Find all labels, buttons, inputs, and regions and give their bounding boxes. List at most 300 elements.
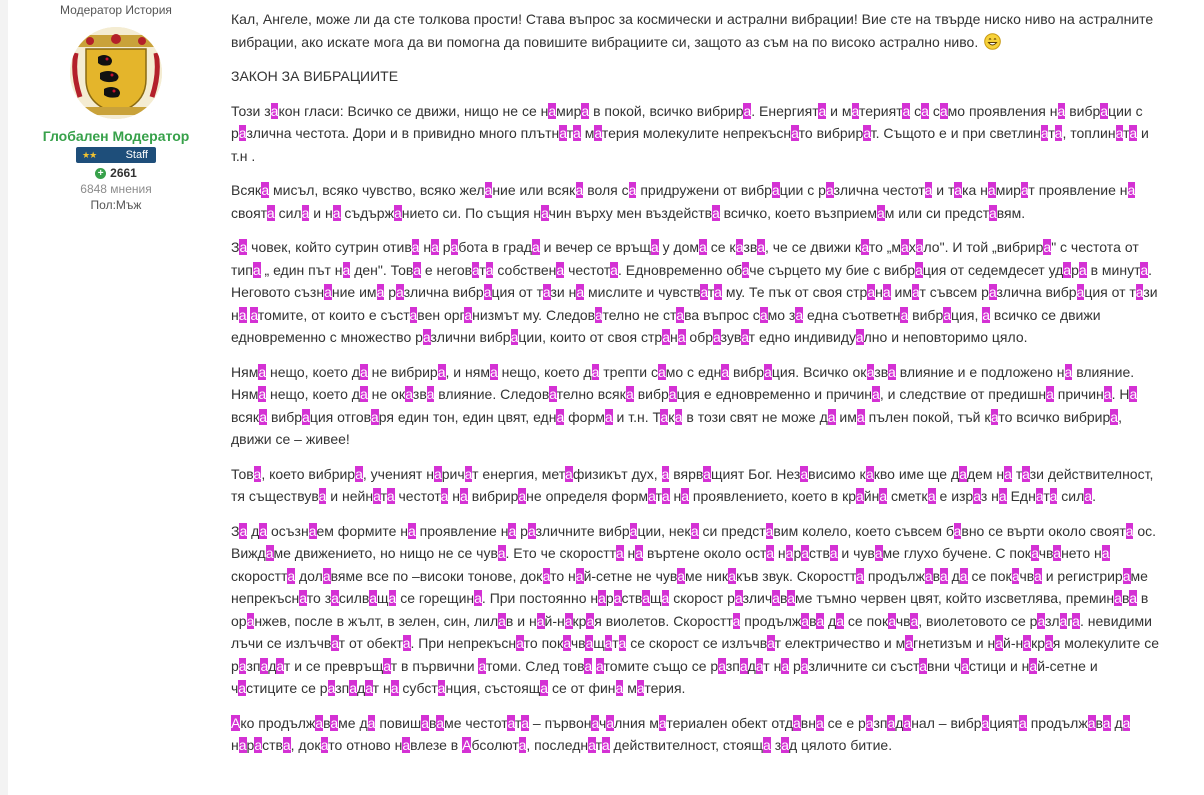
post-paragraph bbox=[231, 712, 1166, 757]
highlighted-letter: а bbox=[1064, 363, 1073, 380]
text-segment: зл bbox=[1045, 612, 1060, 629]
text-segment: своят bbox=[231, 204, 267, 221]
highlighted-letter: а bbox=[601, 737, 610, 753]
text-segment: и нейн bbox=[326, 488, 374, 504]
text-segment: съдърж bbox=[340, 204, 394, 221]
highlighted-letter: а bbox=[961, 657, 969, 674]
plus-circle-icon: + bbox=[95, 168, 106, 179]
text-segment: в bbox=[323, 714, 331, 731]
text-segment: стици и н bbox=[969, 657, 1030, 674]
highlighted-letter: а bbox=[408, 522, 416, 539]
highlighted-letter: а bbox=[988, 204, 997, 221]
text-segment: м или си предст bbox=[884, 204, 989, 221]
text-segment: то н bbox=[550, 567, 576, 584]
highlighted-letter: а bbox=[518, 737, 527, 753]
text-segment: д bbox=[824, 612, 837, 629]
highlighted-letter: а bbox=[302, 408, 310, 425]
highlighted-letter: а bbox=[508, 522, 517, 539]
highlighted-letter: а bbox=[943, 306, 952, 323]
highlighted-letter: а bbox=[865, 714, 874, 731]
highlighted-letter: а bbox=[1004, 465, 1012, 482]
highlighted-letter: а bbox=[1127, 182, 1136, 198]
highlighted-letter: а bbox=[615, 545, 624, 561]
highlighted-letter: а bbox=[498, 612, 506, 629]
text-segment: то отново н bbox=[328, 737, 403, 753]
highlighted-letter: а bbox=[661, 465, 670, 482]
highlighted-letter: а bbox=[618, 635, 627, 651]
post-content bbox=[231, 8, 1166, 769]
text-segment: ств bbox=[809, 545, 830, 561]
text-segment: р bbox=[789, 657, 801, 674]
highlighted-letter: а bbox=[661, 590, 670, 606]
text-segment: вям. bbox=[996, 204, 1026, 221]
highlighted-letter: а bbox=[1023, 635, 1032, 651]
text-segment: чин върху мен въздейств bbox=[548, 204, 712, 221]
highlighted-letter: а bbox=[676, 306, 685, 323]
text-segment: ция, bbox=[951, 306, 983, 323]
text-segment: ме тъмно червен цвят, който изсветлява, премин bbox=[795, 590, 1115, 606]
highlighted-letter: а bbox=[276, 657, 284, 674]
text-segment: томи. След тов bbox=[485, 657, 585, 674]
text-segment: ств bbox=[262, 737, 283, 753]
highlighted-letter: а bbox=[437, 680, 446, 696]
text-segment: терият bbox=[858, 102, 903, 119]
highlighted-letter: а bbox=[411, 239, 420, 255]
text-segment: ва въпрос с bbox=[684, 306, 760, 323]
highlighted-letter: а bbox=[636, 680, 645, 696]
text-segment: вен орг bbox=[417, 306, 465, 323]
highlighted-letter: а bbox=[388, 590, 397, 606]
text-segment: то всичко вибрир bbox=[998, 408, 1111, 425]
highlighted-letter: а bbox=[301, 204, 310, 221]
highlighted-letter: а bbox=[902, 102, 911, 119]
highlighted-letter: А bbox=[231, 714, 241, 731]
highlighted-letter: а bbox=[369, 590, 377, 606]
text-segment: вибр bbox=[1065, 102, 1101, 119]
text-segment: продълж bbox=[863, 567, 925, 584]
text-segment: , и ням bbox=[445, 363, 490, 380]
text-segment: , последн bbox=[526, 737, 589, 753]
text-segment: р bbox=[516, 522, 528, 539]
text-segment: придружени от вибр bbox=[636, 182, 772, 198]
highlighted-letter: а bbox=[921, 102, 929, 119]
highlighted-letter: а bbox=[1084, 488, 1093, 504]
text-segment: вярв bbox=[669, 465, 704, 482]
highlighted-letter: а bbox=[556, 408, 565, 425]
highlighted-letter: а bbox=[825, 182, 834, 198]
text-segment: ме д bbox=[338, 714, 368, 731]
highlighted-letter: а bbox=[865, 465, 874, 482]
text-segment: осъзн bbox=[267, 522, 309, 539]
highlighted-letter: а bbox=[518, 488, 527, 504]
highlighted-letter: а bbox=[650, 239, 659, 255]
highlighted-letter: а bbox=[755, 657, 764, 674]
text-segment: рич bbox=[441, 465, 465, 482]
author-name[interactable]: Глобален Модератор bbox=[42, 128, 190, 144]
text-segment: т bbox=[595, 737, 602, 753]
text-segment: ло". И той „вибрир bbox=[923, 239, 1044, 255]
highlighted-letter: а bbox=[299, 590, 307, 606]
highlighted-letter: а bbox=[320, 737, 329, 753]
text-segment: т от обект bbox=[338, 635, 403, 651]
text-segment: т bbox=[566, 125, 574, 141]
avatar[interactable] bbox=[70, 27, 162, 119]
highlighted-letter: а bbox=[648, 488, 656, 504]
highlighted-letter: а bbox=[581, 102, 590, 119]
highlighted-letter: а bbox=[714, 284, 722, 300]
post-paragraph bbox=[231, 463, 1166, 508]
highlighted-letter: а bbox=[863, 125, 871, 141]
highlighted-letter: а bbox=[735, 239, 744, 255]
text-segment: зув bbox=[720, 329, 742, 345]
text-segment: вибр bbox=[633, 386, 669, 402]
text-segment: ция от седемдесет уд bbox=[922, 261, 1064, 278]
text-segment: д цялото битие. bbox=[788, 737, 893, 753]
text-segment: , ученият н bbox=[362, 465, 434, 482]
text-segment: нието си. По същия н bbox=[401, 204, 542, 221]
text-segment: проявление н bbox=[415, 522, 509, 539]
highlighted-letter: а bbox=[1049, 488, 1058, 504]
highlighted-letter: а bbox=[349, 680, 357, 696]
text-segment: влияние. Следов bbox=[434, 386, 550, 402]
text-segment: ме ник bbox=[684, 567, 729, 584]
highlighted-letter: а bbox=[795, 306, 804, 323]
highlighted-letter: а bbox=[383, 657, 391, 674]
text-segment: щ bbox=[650, 590, 662, 606]
text-segment: продълж bbox=[1026, 714, 1088, 731]
text-segment: мир bbox=[995, 182, 1021, 198]
highlighted-letter: а bbox=[246, 612, 255, 629]
highlighted-letter: а bbox=[1101, 545, 1110, 561]
staff-badge-label: Staff bbox=[125, 149, 148, 161]
author-gender: Пол:Мъж bbox=[90, 198, 142, 212]
text-segment: зв bbox=[412, 386, 427, 402]
text-segment: че сърцето му бие с вибр bbox=[749, 261, 916, 278]
highlighted-letter: а bbox=[287, 567, 296, 584]
highlighted-letter: а bbox=[793, 714, 801, 731]
text-segment: т енергия, мет bbox=[472, 465, 566, 482]
highlighted-letter: а bbox=[359, 363, 368, 380]
highlighted-letter: а bbox=[888, 612, 896, 629]
text-segment: ря един тон, един цвят, едн bbox=[378, 408, 557, 425]
text-segment: т н bbox=[763, 657, 782, 674]
text-segment: т bbox=[1123, 125, 1130, 141]
highlighted-letter: а bbox=[939, 102, 948, 119]
highlighted-letter: а bbox=[536, 612, 545, 629]
highlighted-letter: а bbox=[1029, 657, 1038, 674]
highlighted-letter: а bbox=[642, 590, 651, 606]
text-segment: . невидими лъчи се излъчв bbox=[231, 612, 1152, 651]
text-segment: воля с bbox=[583, 182, 629, 198]
post-paragraph bbox=[231, 8, 1166, 53]
text-segment: Тов bbox=[231, 465, 254, 482]
text-segment: я молекулите се р bbox=[231, 635, 1159, 674]
highlighted-letter: а bbox=[548, 102, 557, 119]
highlighted-letter: а bbox=[610, 261, 618, 278]
highlighted-letter: а bbox=[359, 386, 368, 402]
text-segment: и м bbox=[826, 102, 852, 119]
text-segment: мир bbox=[556, 102, 582, 119]
text-segment: р bbox=[605, 590, 614, 606]
highlighted-letter: а bbox=[261, 182, 270, 198]
text-segment: ции, нек bbox=[637, 522, 691, 539]
text-segment: . Едновременно об bbox=[617, 261, 742, 278]
text-segment: бсолют bbox=[471, 737, 519, 753]
highlighted-letter: а bbox=[282, 737, 291, 753]
text-segment: не ок bbox=[367, 386, 406, 402]
highlighted-letter: а bbox=[990, 408, 999, 425]
text-segment: зп bbox=[725, 657, 740, 674]
highlighted-letter: а bbox=[238, 125, 247, 141]
text-segment: томите, от които е съст bbox=[257, 306, 410, 323]
text-segment: дол bbox=[295, 567, 323, 584]
highlighted-letter: а bbox=[1059, 612, 1068, 629]
highlighted-letter: а bbox=[239, 522, 248, 539]
highlighted-letter: а bbox=[1129, 590, 1138, 606]
text-segment: з bbox=[770, 737, 782, 753]
text-segment: ЗАКОН ЗА ВИБРАЦИИТЕ bbox=[231, 68, 399, 84]
highlighted-letter: а bbox=[855, 488, 864, 504]
text-segment: не вибрир bbox=[367, 363, 438, 380]
highlighted-letter: а bbox=[565, 465, 573, 482]
highlighted-letter: а bbox=[661, 488, 670, 504]
text-segment: д bbox=[947, 567, 960, 584]
text-segment: скоростт bbox=[231, 567, 288, 584]
highlighted-letter: а bbox=[800, 465, 809, 482]
highlighted-letter: а bbox=[867, 284, 876, 300]
highlighted-letter: а bbox=[882, 284, 891, 300]
text-segment: силв bbox=[338, 590, 370, 606]
text-segment: кр bbox=[1031, 635, 1045, 651]
text-segment: т. Същото е и при светлин bbox=[870, 125, 1041, 141]
text-segment: то вибрир bbox=[798, 125, 864, 141]
highlighted-letter: а bbox=[711, 204, 720, 221]
text-segment: си предст bbox=[698, 522, 766, 539]
text-segment: причин bbox=[1053, 386, 1104, 402]
highlighted-letter: а bbox=[1063, 261, 1072, 278]
text-segment: физикът дух, bbox=[572, 465, 662, 482]
highlighted-letter: а bbox=[559, 125, 567, 141]
text-segment: т bbox=[655, 488, 662, 504]
text-segment: кр bbox=[572, 612, 587, 629]
highlighted-letter: а bbox=[521, 714, 529, 731]
highlighted-letter: а bbox=[836, 612, 845, 629]
highlighted-letter: а bbox=[426, 386, 435, 402]
highlighted-letter: а bbox=[1110, 408, 1119, 425]
highlighted-letter: а bbox=[540, 680, 549, 696]
text-segment: ч bbox=[598, 714, 607, 731]
text-segment: и т.н . bbox=[231, 125, 1149, 164]
highlighted-letter: а bbox=[330, 714, 339, 731]
text-segment: чв bbox=[570, 635, 586, 651]
highlighted-letter: а bbox=[322, 567, 331, 584]
highlighted-letter: а bbox=[390, 680, 399, 696]
text-segment: и т.н. Т bbox=[612, 408, 661, 425]
highlighted-letter: а bbox=[987, 182, 996, 198]
text-segment: . Н bbox=[1111, 386, 1130, 402]
highlighted-letter: а bbox=[1053, 545, 1062, 561]
text-segment: д bbox=[357, 680, 366, 696]
highlighted-letter: а bbox=[1046, 386, 1054, 402]
text-segment: в bbox=[932, 567, 940, 584]
highlighted-letter: а bbox=[998, 488, 1007, 504]
highlighted-letter: а bbox=[1044, 635, 1053, 651]
highlighted-letter: а bbox=[596, 657, 604, 674]
text-segment: вн bbox=[800, 714, 816, 731]
highlighted-letter: а bbox=[785, 545, 794, 561]
highlighted-letter: а bbox=[759, 306, 768, 323]
text-segment: обр bbox=[685, 329, 713, 345]
text-segment: Едн bbox=[1006, 488, 1036, 504]
highlighted-letter: а bbox=[450, 239, 459, 255]
highlighted-letter: а bbox=[260, 657, 269, 674]
highlighted-letter: а bbox=[376, 284, 385, 300]
text-segment: злич bbox=[742, 590, 773, 606]
highlighted-letter: а bbox=[604, 635, 613, 651]
text-segment: нещо, което д bbox=[266, 386, 360, 402]
highlighted-letter: а bbox=[660, 408, 669, 425]
text-segment: зп bbox=[335, 680, 350, 696]
highlighted-letter: а bbox=[315, 714, 324, 731]
highlighted-letter: а bbox=[732, 612, 741, 629]
highlighted-letter: а bbox=[765, 522, 774, 539]
highlighted-letter: а bbox=[355, 465, 363, 482]
text-segment: собствен bbox=[493, 261, 557, 278]
text-segment: вибр bbox=[729, 363, 765, 380]
text-segment: т едно индивиду bbox=[748, 329, 856, 345]
highlighted-letter: а bbox=[668, 386, 677, 402]
highlighted-letter: а bbox=[995, 635, 1004, 651]
highlighted-letter: а bbox=[1135, 284, 1144, 300]
highlighted-letter: а bbox=[332, 204, 341, 221]
text-segment: Ням bbox=[231, 363, 259, 380]
text-segment: з н bbox=[980, 488, 999, 504]
text-segment: – първон bbox=[529, 714, 592, 731]
highlighted-letter: а bbox=[1122, 714, 1131, 731]
highlighted-letter: а bbox=[238, 680, 247, 696]
highlighted-letter: а bbox=[585, 635, 594, 651]
highlighted-letter: а bbox=[629, 522, 638, 539]
highlighted-letter: а bbox=[606, 714, 615, 731]
text-segment: у дом bbox=[658, 239, 700, 255]
text-segment: н bbox=[774, 545, 786, 561]
text-segment: проявлението, което в кр bbox=[689, 488, 856, 504]
highlighted-letter: а bbox=[573, 125, 581, 141]
text-segment: нещо, което д bbox=[497, 363, 592, 380]
highlighted-letter: а bbox=[471, 261, 480, 278]
text-segment: се е р bbox=[823, 714, 866, 731]
text-segment: една съответн bbox=[803, 306, 901, 323]
text-segment: т bbox=[707, 284, 715, 300]
text-segment: й-н bbox=[1003, 635, 1024, 651]
text-segment: нал – вибр bbox=[911, 714, 982, 731]
highlighted-letter: а bbox=[594, 125, 602, 141]
highlighted-letter: а bbox=[318, 488, 327, 504]
text-segment: томите също се р bbox=[603, 657, 719, 674]
highlighted-letter: а bbox=[954, 182, 963, 198]
highlighted-letter: а bbox=[613, 590, 622, 606]
badge-stars-icon: ★★ bbox=[82, 149, 97, 160]
text-segment: й-сетне и ч bbox=[231, 657, 1098, 696]
coat-of-arms-icon bbox=[70, 27, 162, 119]
text-segment: висимо к bbox=[808, 465, 866, 482]
highlighted-letter: а bbox=[741, 261, 750, 278]
text-segment: му. Те пък от своя стр bbox=[721, 284, 868, 300]
text-segment: гнетизъм и н bbox=[913, 635, 996, 651]
highlighted-letter: а bbox=[816, 612, 825, 629]
text-segment: м bbox=[623, 680, 637, 696]
highlighted-letter: а bbox=[628, 182, 637, 198]
highlighted-letter: а bbox=[981, 714, 990, 731]
text-segment: ко продълж bbox=[240, 714, 316, 731]
highlighted-letter: а bbox=[741, 329, 749, 345]
text-segment: пълен покой, тъй к bbox=[864, 408, 991, 425]
highlighted-letter: а bbox=[367, 714, 376, 731]
highlighted-letter: а bbox=[1072, 612, 1080, 629]
text-segment: зи н bbox=[550, 284, 577, 300]
text-segment: м bbox=[580, 125, 595, 141]
text-segment: н bbox=[875, 284, 883, 300]
highlighted-letter: а bbox=[801, 612, 810, 629]
highlighted-letter: а bbox=[393, 204, 402, 221]
text-segment: в този свят не може д bbox=[682, 408, 828, 425]
text-segment: лно и неповторимо цяло. bbox=[863, 329, 1028, 345]
text-segment: мо проявления н bbox=[947, 102, 1058, 119]
highlighted-letter: а bbox=[939, 567, 948, 584]
highlighted-letter: а bbox=[258, 386, 267, 402]
text-segment: и чув bbox=[837, 545, 875, 561]
highlighted-letter: а bbox=[594, 306, 603, 323]
highlighted-letter: а bbox=[270, 102, 279, 119]
text-segment: се пок bbox=[967, 567, 1012, 584]
text-segment: зи н bbox=[231, 284, 1158, 323]
staff-badge bbox=[76, 147, 156, 163]
highlighted-letter: а bbox=[413, 261, 421, 278]
text-segment: повиш bbox=[375, 714, 422, 731]
text-segment: и т bbox=[932, 182, 955, 198]
text-segment: . Ето че скоростт bbox=[505, 545, 616, 561]
highlighted-letter: а bbox=[598, 590, 606, 606]
text-segment: т bbox=[1048, 125, 1055, 141]
text-segment: ция отгов bbox=[309, 408, 371, 425]
highlighted-letter: а bbox=[588, 737, 596, 753]
text-segment: т bbox=[479, 261, 486, 278]
highlighted-letter: а bbox=[818, 102, 827, 119]
highlighted-letter: а bbox=[253, 465, 262, 482]
highlighted-letter: а bbox=[1129, 386, 1138, 402]
post-paragraph bbox=[231, 361, 1166, 451]
post-paragraph bbox=[231, 236, 1166, 349]
author-group-title: Модератор История bbox=[60, 3, 172, 17]
text-segment: йн bbox=[863, 488, 880, 504]
highlighted-letter: а bbox=[437, 363, 446, 380]
text-segment: влезе в bbox=[410, 737, 463, 753]
text-segment: , което вибрир bbox=[261, 465, 356, 482]
text-segment: ние им bbox=[331, 284, 377, 300]
post-count: 6848 мнения bbox=[80, 182, 152, 196]
highlighted-letter: а bbox=[409, 306, 418, 323]
text-segment: злични вибр bbox=[430, 329, 511, 345]
highlighted-letter: а bbox=[1125, 522, 1134, 539]
highlighted-letter: а bbox=[1100, 102, 1109, 119]
highlighted-letter: а bbox=[436, 714, 445, 731]
highlighted-letter: а bbox=[460, 488, 468, 504]
highlighted-letter: а bbox=[258, 363, 267, 380]
text-segment: ем формите н bbox=[316, 522, 408, 539]
highlighted-letter: а bbox=[584, 657, 593, 674]
text-segment: зп bbox=[246, 657, 261, 674]
text-segment: всяк bbox=[231, 408, 260, 425]
